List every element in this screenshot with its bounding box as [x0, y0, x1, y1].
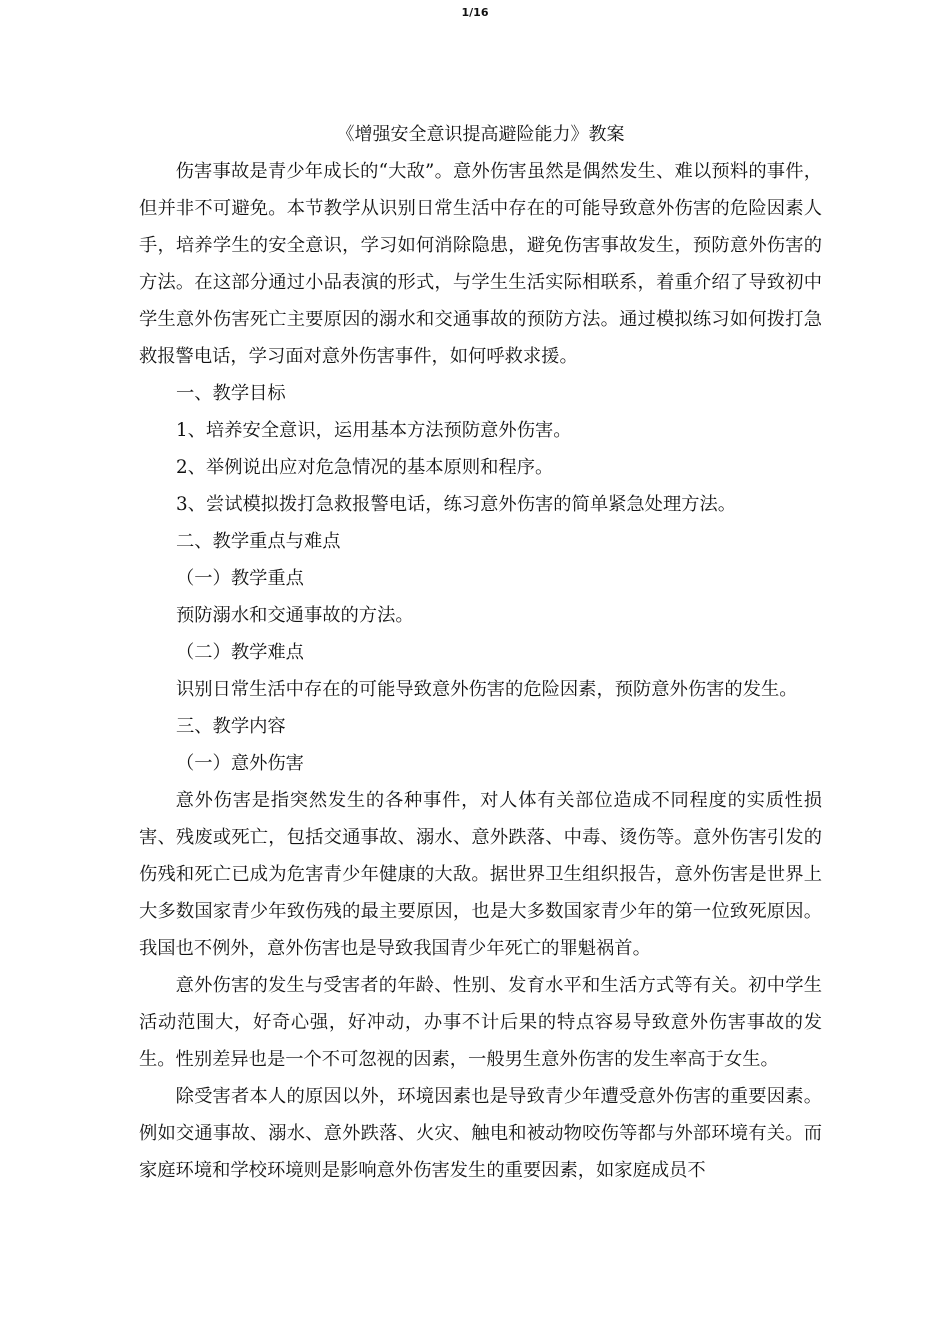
- objective-item: 1、培养安全意识，运用基本方法预防意外伤害。: [176, 420, 572, 441]
- objective-item: 2、举例说出应对危急情况的基本原则和程序。: [176, 457, 554, 478]
- section-heading-objectives: 一、教学目标: [176, 383, 286, 404]
- subheading-key-point: （一）教学重点: [176, 568, 304, 589]
- section-heading-key-points: 二、教学重点与难点: [176, 531, 341, 552]
- subheading-accidental-injury: （一）意外伤害: [176, 753, 304, 774]
- document-body: [139, 116, 822, 1189]
- document-title: 《增强安全意识提高避险能力》教案: [336, 124, 625, 145]
- content-paragraph: 除受害者本人的原因以外，环境因素也是导致青少年遭受意外伤害的重要因素。例如交通事故、溺水、意外跌落、火灾、触电和被动物咬伤等都与外部环境有关。而家庭环境和学校环境则是影响意外伤害发生的重要因素，如家庭成员不: [139, 1086, 822, 1181]
- content-paragraph: 意外伤害是指突然发生的各种事件，对人体有关部位造成不同程度的实质性损害、残废或死亡，包括交通事故、溺水、意外跌落、中毒、烫伤等。意外伤害引发的伤残和死亡已成为危害青少年健康的大敌。据世界卫生组织报告，意外伤害是世界上大多数国家青少年致伤残的最主要原因，也是大多数国家青少年的第一位致死原因。我国也不例外，意外伤害也是导致我国青少年死亡的罪魁祸首。: [139, 790, 822, 959]
- content-paragraph: 意外伤害的发生与受害者的年龄、性别、发育水平和生活方式等有关。初中学生活动范围大，好奇心强，好冲动，办事不计后果的特点容易导致意外伤害事故的发生。性别差异也是一个不可忽视的因素，一般男生意外伤害的发生率高于女生。: [139, 975, 822, 1070]
- difficulty-text: 识别日常生活中存在的可能导致意外伤害的危险因素，预防意外伤害的发生。: [176, 679, 798, 700]
- intro-paragraph: 伤害事故是青少年成长的“大敌”。意外伤害虽然是偶然发生、难以预料的事件，但并非不可避免。本节教学从识别日常生活中存在的可能导致意外伤害的危险因素人手，培养学生的安全意识，学习如何消除隐患，避免伤害事故发生，预防意外伤害的方法。在这部分通过小品表演的形式，与学生生活实际相联系，着重介绍了导致初中学生意外伤害死亡主要原因的溺水和交通事故的预防方法。通过模拟练习如何拨打急救报警电话，学习面对意外伤害事件，如何呼救求援。: [139, 161, 822, 367]
- section-heading-content: 三、教学内容: [176, 716, 286, 737]
- objective-item: 3、尝试模拟拨打急救报警电话，练习意外伤害的简单紧急处理方法。: [176, 494, 737, 515]
- key-point-text: 预防溺水和交通事故的方法。: [176, 605, 414, 626]
- page-number: 1/16: [461, 6, 489, 19]
- subheading-difficulty: （二）教学难点: [176, 642, 304, 663]
